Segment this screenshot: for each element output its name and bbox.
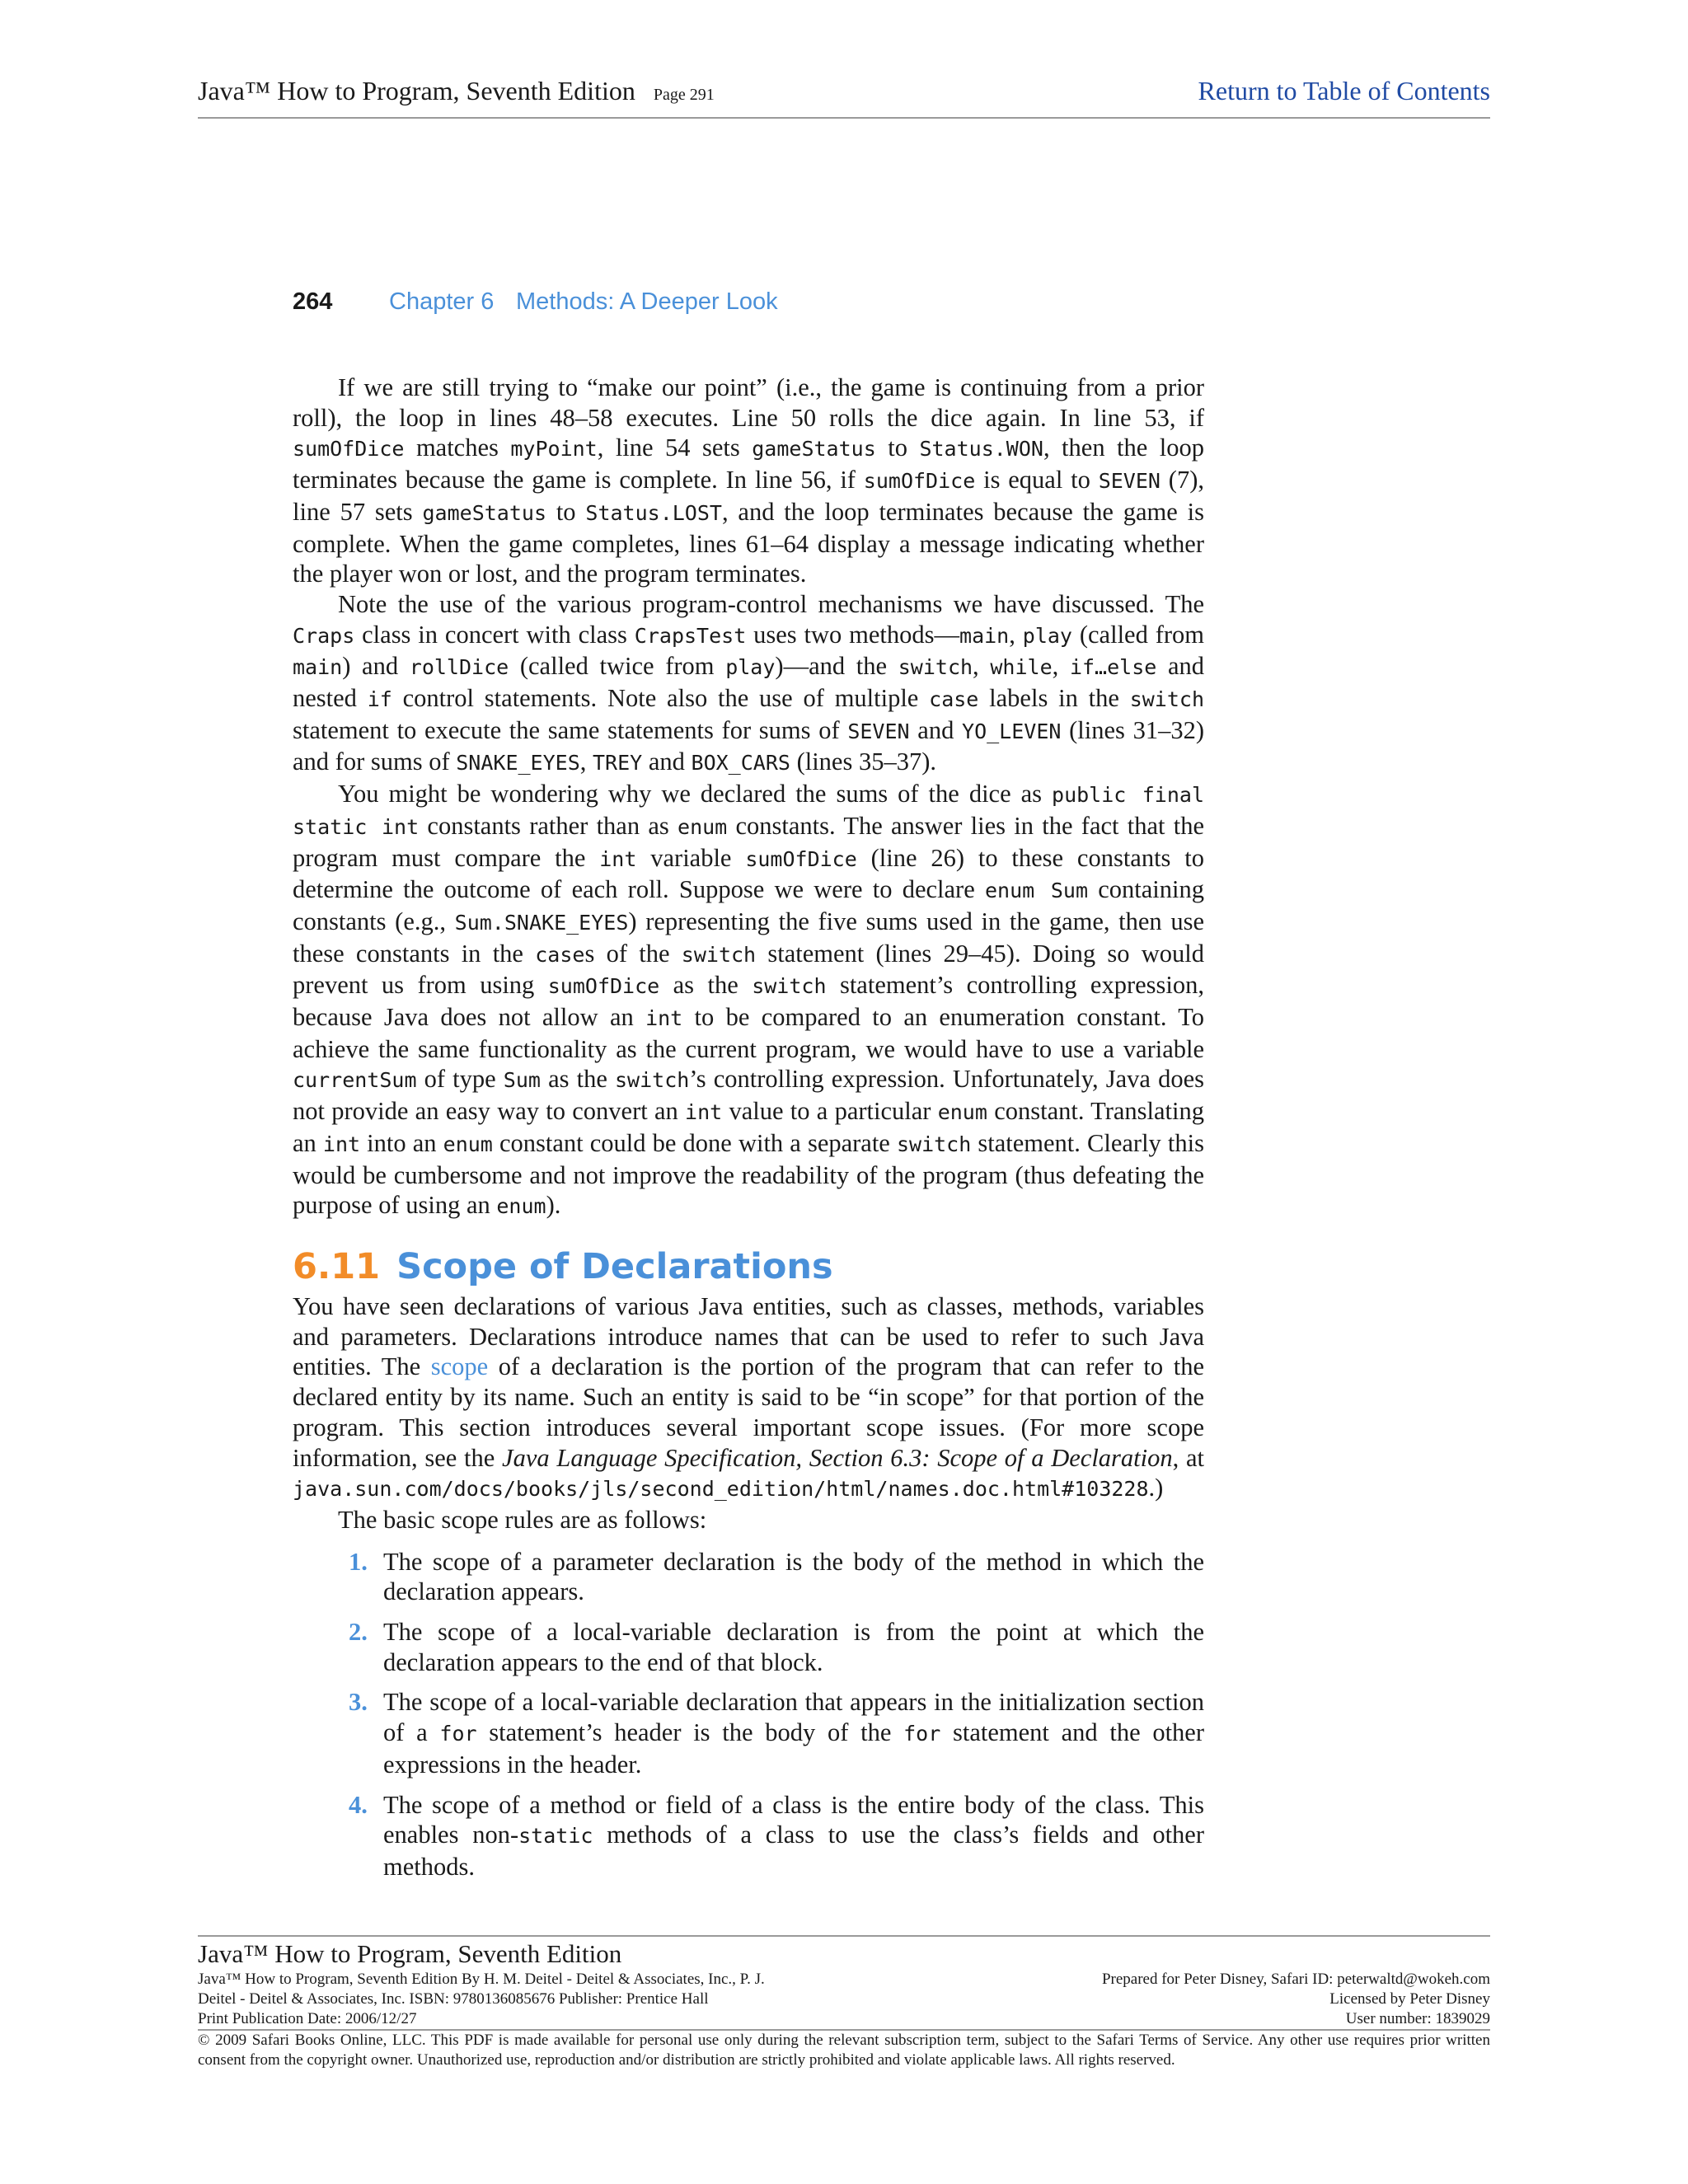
list-item — [349, 1547, 1204, 1607]
rule-number: 3. — [349, 1688, 368, 1717]
document-header — [198, 76, 1490, 119]
copyright-notice: © 2009 Safari Books Online, LLC. This PDF is made available for personal use only during the relevant subscription term, subject to the Safari Terms of Service. Any other use requires prior written consent from the copyright owner. Unauthorized use, reproduction and/or distribution are strictly prohibited and violate applicable laws. All rights reserved. — [198, 2032, 1490, 2069]
page-number: 264 — [293, 288, 333, 315]
book-title — [198, 76, 715, 106]
scope-rules-list — [293, 1547, 1204, 1882]
footer-isbn: Deitel - Deitel & Associates, Inc. ISBN: 9780136085676 Publisher: Prentice Hall — [198, 1990, 709, 2008]
section-number: 6.11 — [293, 1245, 381, 1287]
paragraph-enum-constants: You might be wondering why we declared the sums of the dice as public final static int constants rather than as enum constants. The answer lies in the fact that the program must compare the int variable sumOfDice (line 26) to these constants to determine the outcome of each roll. Suppose we were to declare enum Sum containing constants (e.g., Sum.SNAKE_EYES) representing the five sums used in the game, then use these constants in the cases of the switch statement (lines 29–45). Doing so would prevent us from using sumOfDice as the switch statement’s controlling expression, because Java does not allow an int to be compared to an enumeration constant. To achieve the same functionality as the current program, we would have to use a variable currentSum of type Sum as the switch’s controlling expression. Unfortunately, Java does not provide an easy way to convert an int value to a particular enum constant. Translating an int into an enum constant could be done with a separate switch statement. Clearly this would be cumbersome and not improve the readability of the program (thus defeating the purpose of using an enum). — [293, 780, 1205, 1220]
footer-book-authors: Java™ How to Program, Seventh Edition By H. M. Deitel - Deitel & Associates, Inc., P. J. — [198, 1971, 765, 1988]
book-title-text: Java™ How to Program, Seventh Edition — [198, 76, 635, 105]
rule-text: The scope of a parameter declaration is the body of the method in which the declaration appears. — [383, 1547, 1204, 1606]
rule-text: The scope of a local-variable declaration is from the point at which the declaration appears to the end of that block. — [383, 1618, 1204, 1676]
rule-number: 2. — [349, 1618, 368, 1647]
list-item — [349, 1617, 1204, 1677]
page-reference: Page 291 — [653, 86, 715, 104]
footer-row — [198, 2009, 1490, 2029]
footer-prepared-for: Prepared for Peter Disney, Safari ID: peterwaltd@wokeh.com — [1101, 1971, 1490, 1988]
paragraph-scope-intro: You have seen declarations of various Java entities, such as classes, methods, variables and parameters. Declarations introduce names that can be used to refer to such Java entities. The scope of a declaration is the portion of the program that can refer to the declared entity by its name. Such an entity is said to be “in scope” for that portion of the program. This section introduces several important scope issues. (For more scope information, see the Java Language Specification, Section 6.3: Scope of a Declaration, at java.sun.com/docs/books/jls/second_edition/html/names.doc.html#103228.) — [293, 1291, 1204, 1502]
section-heading — [293, 1244, 1204, 1290]
rule-number: 4. — [349, 1790, 368, 1819]
footer-user-number: User number: 1839029 — [1345, 2010, 1490, 2027]
footer-publication-date: Print Publication Date: 2006/12/27 — [198, 2010, 417, 2027]
chapter-title: Methods: A Deeper Look — [516, 288, 778, 315]
footer-licensed-by: Licensed by Peter Disney — [1329, 1990, 1490, 2008]
spec-url: java.sun.com/docs/books/jls/second_edition/html/names.doc.html#103228 — [293, 1477, 1149, 1502]
paragraph-make-our-point: If we are still trying to “make our point” (i.e., the game is continuing from a prior roll), the loop in lines 48–58 executes. Line 50 rolls the dice again. In line 53, if sumOfDice matches myPoint, line 54 sets gameStatus to Status.WON, then the loop terminates because the game is complete. In line 56, if sumOfDice is equal to SEVEN (7), line 57 sets gameStatus to Status.LOST, and the loop terminates because the game is complete. When the game completes, lines 61–64 display a message indicating whether the player won or lost, and the program terminates. — [293, 373, 1204, 588]
return-to-toc-link[interactable]: Return to Table of Contents — [1198, 76, 1490, 105]
list-item — [349, 1687, 1205, 1779]
rule-text: The scope of a local-variable declaration that appears in the initialization section of a for statement’s header is the body of the for statement and the other expressions in the header. — [383, 1688, 1205, 1779]
scope-term: scope — [430, 1352, 489, 1381]
chapter-label: Chapter 6 — [389, 288, 495, 315]
rule-number: 1. — [349, 1547, 368, 1576]
body-text — [293, 373, 1204, 1892]
footer-title: Java™ How to Program, Seventh Edition — [198, 1939, 622, 1968]
document-footer — [198, 1935, 1490, 2070]
footer-row — [198, 1990, 1490, 2009]
paragraph-program-control: Note the use of the various program-control mechanisms we have discussed. The Craps class in concert with class CrapsTest uses two methods—main, play (called from main) and rollDice (called twice from play)—and the switch, while, if…else and nested if control statements. Note also the use of multiple case labels in the switch statement to execute the same statements for sums of SEVEN and YO_LEVEN (lines 31–32) and for sums of SNAKE_EYES, TREY and BOX_CARS (lines 35–37). — [293, 589, 1205, 776]
section-title: Scope of Declarations — [396, 1245, 833, 1287]
list-item — [349, 1790, 1204, 1882]
running-head — [293, 288, 1364, 321]
spec-title: Java Language Specification, Section 6.3: Scope of a Declaration — [502, 1443, 1173, 1472]
rule-text: The scope of a method or field of a class is the entire body of the class. This enables non-static methods of a class to use the class’s fields and other methods. — [383, 1790, 1204, 1881]
paragraph-rules-intro: The basic scope rules are as follows: — [338, 1505, 707, 1534]
footer-row — [198, 1970, 1490, 1990]
